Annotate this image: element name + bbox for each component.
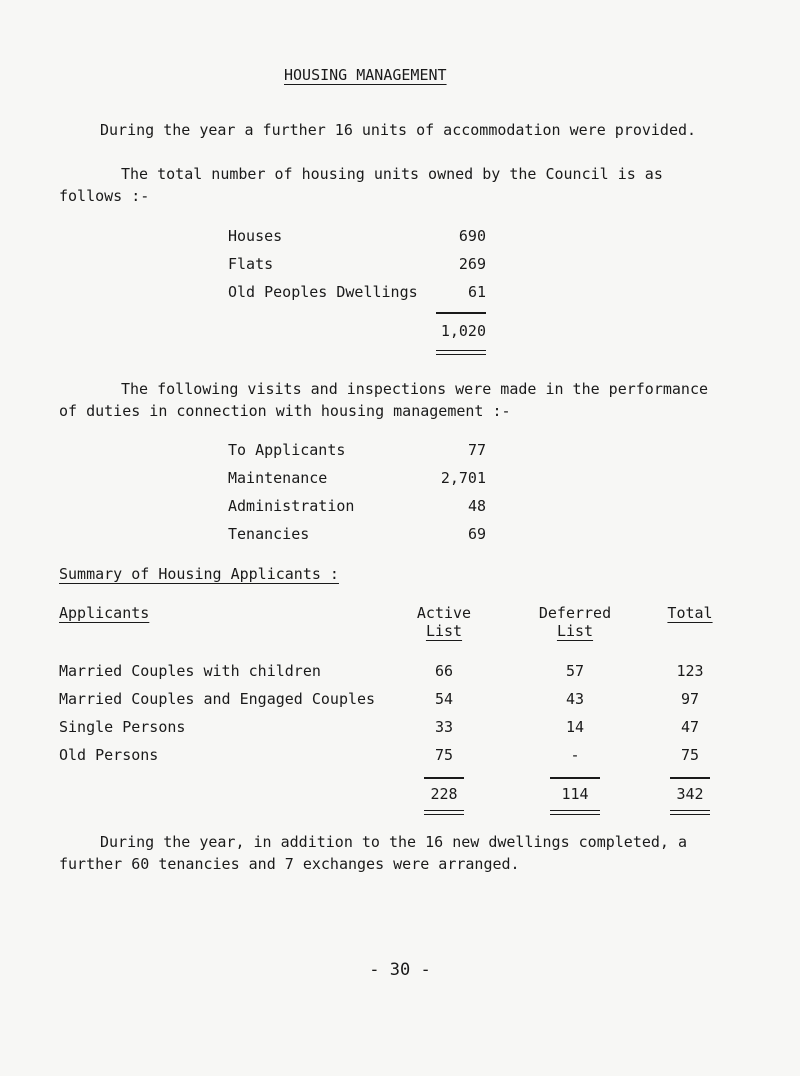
units-total-rule [436,312,486,314]
table-total-deferred: 114 [561,785,589,803]
deferred-total-rule [550,777,600,779]
grand-total-rule [670,777,710,779]
units-value: 269 [458,255,486,273]
summary-heading: Summary of Housing Applicants : [59,565,339,583]
table-cell-active: 54 [434,690,454,708]
table-row-label: Married Couples with children [59,662,321,680]
table-cell-total: 47 [680,718,700,736]
units-total: 1,020 [440,322,486,340]
table-cell-active: 33 [434,718,454,736]
table-total-grand: 342 [676,785,704,803]
visits-value: 2,701 [440,469,486,487]
units-value: 690 [458,227,486,245]
page-title: HOUSING MANAGEMENT [284,66,447,84]
col-header-active-list: List [425,622,463,640]
visits-label: Tenancies [228,525,310,543]
table-row-label: Married Couples and Engaged Couples [59,690,376,708]
visits-label: Maintenance [228,469,328,487]
col-header-applicants: Applicants [59,604,150,622]
visits-intro-line-1: The following visits and inspections were made in the performance [121,380,708,398]
active-total-rule [424,777,464,779]
col-header-deferred: Deferred [538,604,612,622]
table-cell-deferred: 57 [565,662,585,680]
visits-label: Administration [228,497,355,515]
units-intro-line-2: follows :- [59,187,150,205]
col-header-deferred-list: List [556,622,594,640]
units-label: Flats [228,255,274,273]
active-total-double-rule [424,810,464,815]
visits-value: 48 [467,497,486,515]
closing-line-1: During the year, in addition to the 16 new dwellings completed, a [100,833,687,851]
col-header-active: Active [416,604,472,622]
visits-value: 77 [467,441,486,459]
deferred-total-double-rule [550,810,600,815]
visits-value: 69 [467,525,486,543]
col-header-total: Total [667,604,713,622]
grand-total-double-rule [670,810,710,815]
visits-intro-line-2: of duties in connection with housing management :- [59,402,511,420]
table-row-label: Old Persons [59,746,159,764]
units-value: 61 [467,283,486,301]
units-total-double-rule [436,350,486,355]
table-cell-total: 97 [680,690,700,708]
units-intro-line-1: The total number of housing units owned by the Council is as [121,165,663,183]
table-cell-deferred: - [570,746,580,764]
units-label: Houses [228,227,283,245]
table-cell-total: 75 [680,746,700,764]
page-number: - 30 - [369,960,431,980]
table-cell-total: 123 [676,662,704,680]
units-label: Old Peoples Dwellings [228,283,418,301]
table-cell-deferred: 43 [565,690,585,708]
table-cell-active: 75 [434,746,454,764]
table-cell-active: 66 [434,662,454,680]
visits-label: To Applicants [228,441,346,459]
closing-line-2: further 60 tenancies and 7 exchanges were arranged. [59,855,520,873]
table-total-active: 228 [430,785,458,803]
intro-paragraph: During the year a further 16 units of accommodation were provided. [100,121,697,139]
table-cell-deferred: 14 [565,718,585,736]
table-row-label: Single Persons [59,718,186,736]
